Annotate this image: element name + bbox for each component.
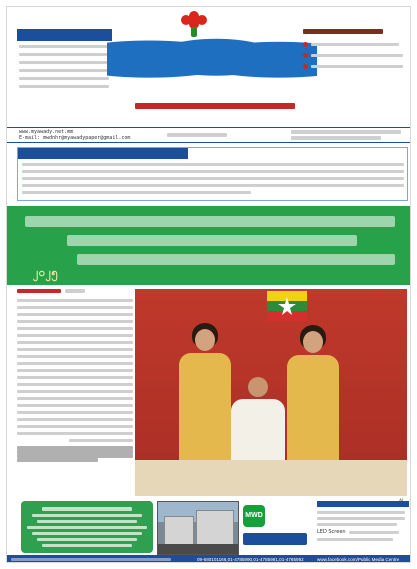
notice-line [22,177,404,180]
article-line [17,425,133,428]
photo-person-right [283,325,343,475]
bottom-notice-line [32,532,142,535]
bottom-notice-line [42,507,132,511]
article-line [17,411,133,414]
ad-line [317,523,397,526]
email-link[interactable]: E-mail: mwdnhr@myawadypaper@gmail.com [19,135,131,141]
article-line [17,299,133,302]
article-line [17,313,133,316]
notice-title [18,148,188,159]
flag-icon [267,291,307,321]
notice-line [22,163,404,166]
notice-line [22,191,251,194]
footer-bar [7,555,411,563]
article-line [17,327,133,330]
article-line [17,418,133,421]
article-line [17,355,133,358]
article-line [17,348,133,351]
contact-block [19,129,130,141]
ai-marker: AI [399,499,404,504]
left-panel-header [17,29,112,41]
myawady-logo [107,25,317,87]
article-line [17,320,133,323]
article-line [17,334,133,337]
left-panel-line [19,85,109,88]
notice-line [22,184,404,187]
left-panel-lines [19,45,109,93]
meta-bar [7,127,411,143]
article-bold-lines [17,446,133,462]
ad-title [317,501,409,507]
mwd-brand [243,501,311,555]
article-body [17,299,133,442]
article-line [17,341,133,344]
left-panel-line [19,77,109,80]
led-label: LED Screen [317,529,346,535]
ceremony-photo [135,289,407,496]
byline-text [17,289,61,293]
mwd-logo: MWD [243,505,265,527]
left-panel-line [19,53,109,56]
article-line [17,362,133,365]
article-line [17,397,133,400]
footer-facebook[interactable]: www.facebook.com/Public Media Centre [317,557,400,562]
article-line [17,376,133,379]
masthead [7,7,411,125]
article-byline [17,289,133,293]
article-line [17,306,133,309]
article-line [17,432,133,435]
bullet-icon [303,53,308,58]
footer-address [11,558,171,561]
mwd-name [243,533,307,545]
bottom-notice [21,501,153,553]
notice-box [17,147,408,201]
left-panel-line [19,45,109,48]
ad-line [349,531,399,534]
headline-band [7,206,411,285]
ad-line [317,517,405,520]
tagline [135,103,295,109]
bottom-notice-line [37,520,137,523]
photo-person-left [175,323,235,473]
masthead-left-panel [17,29,112,121]
bottom-notice-line [27,526,147,529]
notice-line [22,170,404,173]
bottom-notice-line [42,544,132,547]
right-panel-item [311,54,403,57]
article-continued [69,439,133,442]
bold-line [17,458,98,462]
bottom-notice-line [32,514,142,517]
right-panel-item [311,43,399,46]
article-line [17,383,133,386]
website-link[interactable]: www.myawady.net.mm [19,129,74,135]
date-line-2 [291,136,381,140]
date-line-1 [291,130,401,134]
article-line [17,390,133,393]
right-panel-header [303,29,383,34]
article-line [17,369,133,372]
notice-lines [22,163,404,198]
newspaper-front-page [6,6,411,563]
right-panel-item [311,65,403,68]
article-column [17,289,133,495]
headline-numbers: ၂၀၂၅ [33,266,59,279]
masthead-right-panel [303,29,408,119]
left-panel-line [19,61,109,64]
article-line [17,404,133,407]
headline-line-3 [77,254,395,265]
byline-date [65,289,85,293]
bullet-icon [303,42,308,47]
ad-building-image [157,501,239,555]
ad-line [317,538,393,541]
headline-line-2 [67,235,357,246]
footer-phone: 09-680101166,01-4785990,01-4785991,01-4785992 [197,557,304,562]
ad-text-block [317,501,409,555]
ad-line [317,511,405,514]
bullet-icon [303,64,308,69]
left-panel-line [19,69,109,72]
issue-info [167,133,227,137]
bottom-notice-line [37,538,137,541]
headline-line-1 [25,216,395,227]
